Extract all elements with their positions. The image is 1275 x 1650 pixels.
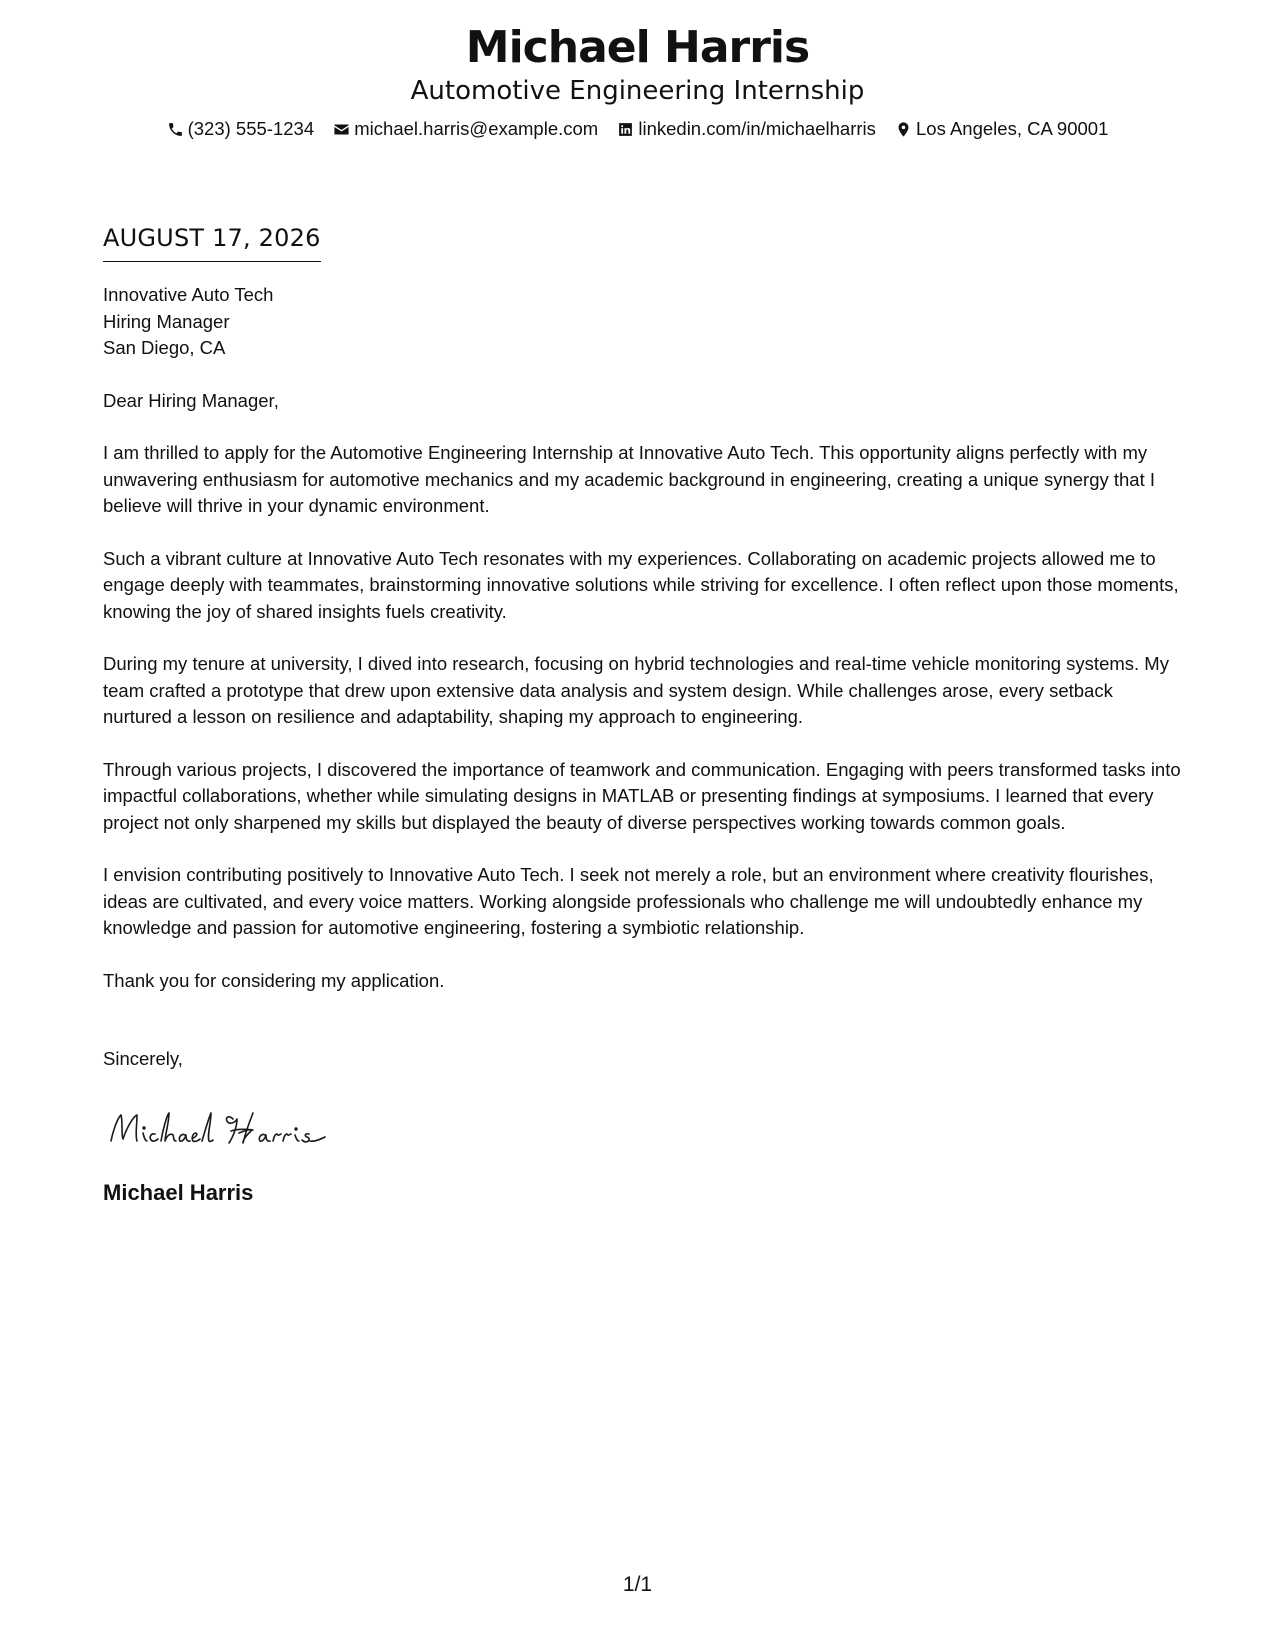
letter-body xyxy=(103,222,1183,1207)
recipient-company: Innovative Auto Tech xyxy=(103,284,274,305)
body-paragraph-4: Through various projects, I discovered the importance of teamwork and communication. Engaging with peers transformed tasks into impactful collaborations, whether while simulating designs in MATLAB or presenting findings at symposiums. I learned that every project not only sharpened my skills but displayed the beauty of diverse perspectives working towards common goals. xyxy=(103,758,1181,833)
thank-you-line: Thank you for considering my application. xyxy=(103,969,445,991)
recipient-block xyxy=(103,282,1183,362)
body-paragraph-3: During my tenure at university, I dived into research, focusing on hybrid technologies and real-time vehicle monitoring systems. My team crafted a prototype that drew upon extensive data analysis and system design. While challenges arose, every setback nurtured a lesson on resilience and adaptability, shaping my approach to engineering. xyxy=(103,653,1169,727)
applicant-name: Michael Harris xyxy=(465,22,810,73)
recipient-title: Hiring Manager xyxy=(103,310,230,332)
contact-location xyxy=(895,117,1108,141)
position-title: Automotive Engineering Internship xyxy=(410,76,865,106)
body-paragraph-2: Such a vibrant culture at Innovative Auto Tech resonates with my experiences. Collaborating on academic projects allowed me to engage deeply with teammates, brainstorming innovative solutions while striving for excellence. I often reflect upon those moments, knowing the joy of shared insights fuels creativity. xyxy=(103,547,1179,622)
signer-name: Michael Harris xyxy=(103,1179,254,1205)
contact-info xyxy=(0,117,1275,144)
salutation: Dear Hiring Manager, xyxy=(103,389,279,411)
phone-icon xyxy=(167,121,184,138)
linkedin-url[interactable]: linkedin.com/in/michaelharris xyxy=(638,118,876,139)
body-paragraph-1: I am thrilled to apply for the Automotive Engineering Internship at Innovative Auto Tech. This opportunity aligns perfectly with my unwavering enthusiasm for automotive mechanics and my academic background in engineering, creating a unique synergy that I believe will thrive in your dynamic environment. xyxy=(103,442,1156,516)
contact-linkedin[interactable] xyxy=(617,117,876,141)
recipient-location: San Diego, CA xyxy=(103,337,226,358)
handwritten-signature xyxy=(103,1101,1183,1155)
envelope-icon xyxy=(333,121,350,138)
closing-line: Sincerely, xyxy=(103,1048,183,1069)
map-pin-icon xyxy=(895,121,912,138)
body-paragraph-5: I envision contributing positively to Innovative Auto Tech. I seek not merely a role, but an environment where creativity flourishes, ideas are cultivated, and every voice matters. Working alongside professionals who challenge me will undoubtedly enhance my knowledge and passion for automotive engineering, fostering a symbiotic relationship. xyxy=(103,864,1154,938)
contact-email[interactable] xyxy=(333,117,598,141)
contact-phone xyxy=(167,117,315,141)
letter-date: AUGUST 17, 2026 xyxy=(103,222,321,262)
phone-number: (323) 555-1234 xyxy=(187,118,315,139)
location-text: Los Angeles, CA 90001 xyxy=(916,118,1109,139)
page-number: 1/1 xyxy=(622,1573,653,1596)
linkedin-icon xyxy=(617,121,634,138)
letter-header xyxy=(0,22,1275,144)
signature-graphic xyxy=(103,1101,363,1155)
email-address[interactable]: michael.harris@example.com xyxy=(354,118,599,139)
